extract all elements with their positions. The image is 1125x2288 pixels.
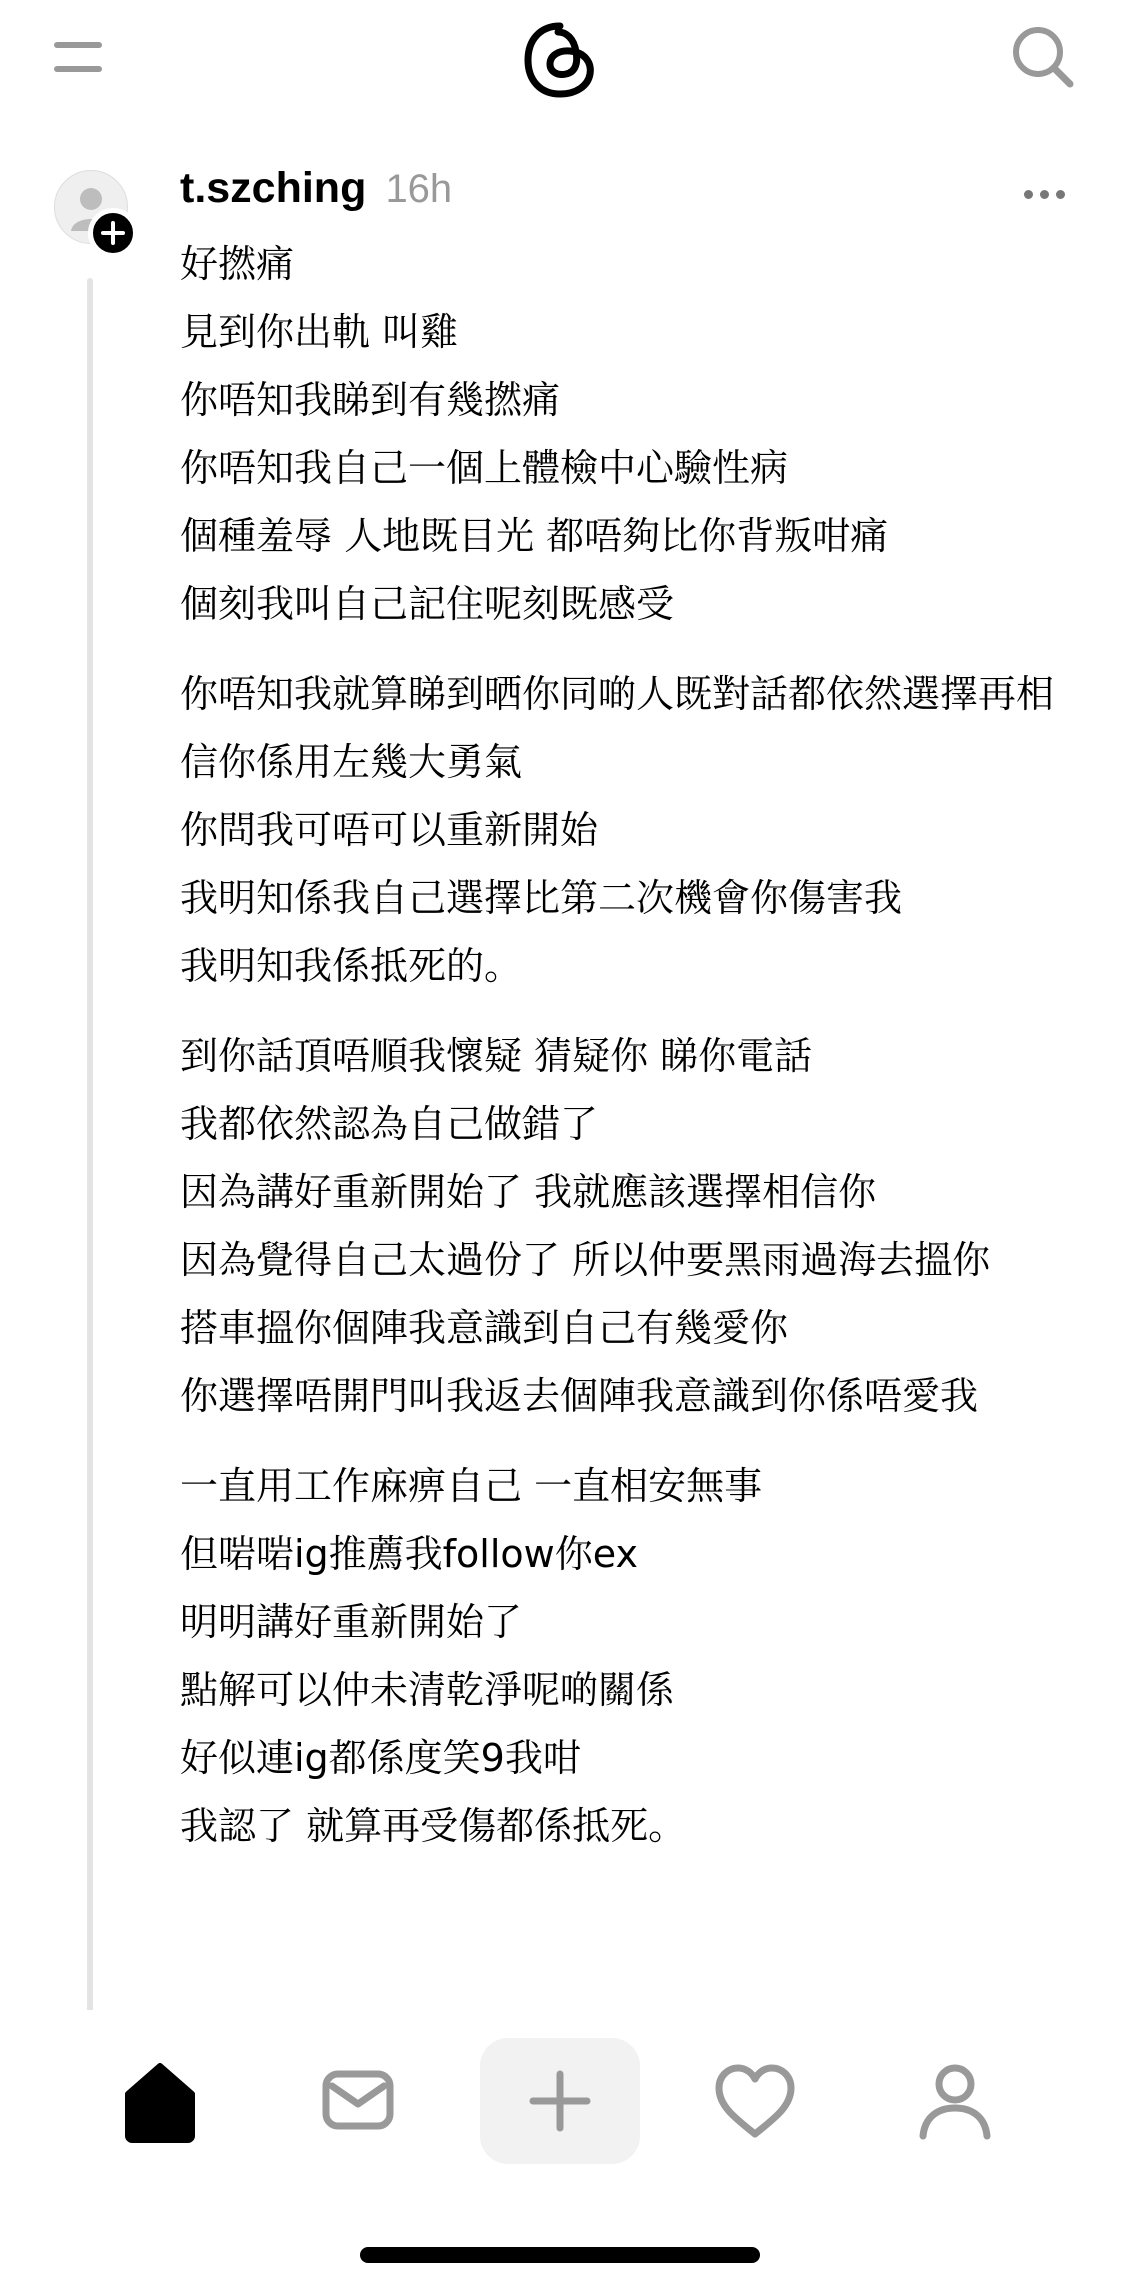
text-line: 明明講好重新開始了 — [180, 1600, 523, 1644]
text-line: 好似連ig都係度笑9我咁 — [180, 1736, 581, 1780]
text-line: 見到你出軌 叫雞 — [180, 310, 459, 354]
text-line: 點解可以仲未清乾淨呢啲關係 — [180, 1668, 675, 1712]
text-line: 你唔知我自己一個上體檢中心驗性病 — [180, 446, 789, 490]
text-line: 你選擇唔開門叫我返去個陣我意識到你係唔愛我 — [180, 1374, 979, 1418]
text-line: 你唔知我睇到有幾撚痛 — [180, 378, 561, 422]
text-line: 好撚痛 — [180, 242, 295, 286]
paragraph — [180, 1452, 1080, 1860]
new-post-button[interactable] — [480, 2038, 640, 2164]
text-line: 但啱啱ig推薦我follow你ex — [180, 1532, 638, 1576]
plus-icon — [480, 2038, 640, 2164]
username[interactable]: t.szching — [180, 164, 367, 212]
thread-line — [87, 278, 93, 2018]
home-icon[interactable] — [110, 2050, 210, 2150]
text-line: 個種羞辱 人地既目光 都唔夠比你背叛咁痛 — [180, 514, 889, 558]
search-icon[interactable] — [1010, 24, 1076, 90]
paragraph — [180, 660, 1080, 1000]
more-icon[interactable] — [1024, 190, 1066, 202]
paragraph — [180, 230, 1080, 638]
follow-plus-icon[interactable] — [88, 208, 138, 258]
text-line: 我認了 就算再受傷都係抵死。 — [180, 1804, 687, 1848]
text-line: 一直用工作麻痹自己 一直相安無事 — [180, 1464, 763, 1508]
threads-logo-icon[interactable] — [522, 22, 598, 98]
activity-heart-icon[interactable] — [705, 2050, 805, 2150]
profile-icon[interactable] — [905, 2050, 1005, 2150]
text-line: 因為講好重新開始了 我就應該選擇相信你 — [180, 1170, 877, 1214]
text-line: 個刻我叫自己記住呢刻既感受 — [180, 582, 675, 626]
text-line: 你問我可唔可以重新開始 — [180, 808, 599, 852]
inbox-icon[interactable] — [308, 2050, 408, 2150]
text-line: 因為覺得自己太過份了 所以仲要黑雨過海去搵你 — [180, 1238, 991, 1282]
text-line: 到你話頂唔順我懷疑 猜疑你 睇你電話 — [180, 1034, 813, 1078]
post-time: 16h — [385, 167, 453, 211]
text-line: 我都依然認為自己做錯了 — [180, 1102, 599, 1146]
paragraph — [180, 1022, 1080, 1430]
text-line: 我明知係我自己選擇比第二次機會你傷害我 — [180, 876, 903, 920]
top-bar — [0, 0, 1125, 120]
post-body — [180, 230, 1080, 1882]
home-indicator — [360, 2247, 760, 2263]
text-line: 搭車搵你個陣我意識到自己有幾愛你 — [180, 1306, 789, 1350]
text-line: 你唔知我就算睇到晒你同啲人既對話都依然選擇再相信你係用左幾大勇氣 — [180, 672, 1055, 784]
menu-icon[interactable] — [54, 38, 102, 78]
post-header — [180, 164, 452, 224]
text-line: 我明知我係抵死的。 — [180, 944, 523, 988]
